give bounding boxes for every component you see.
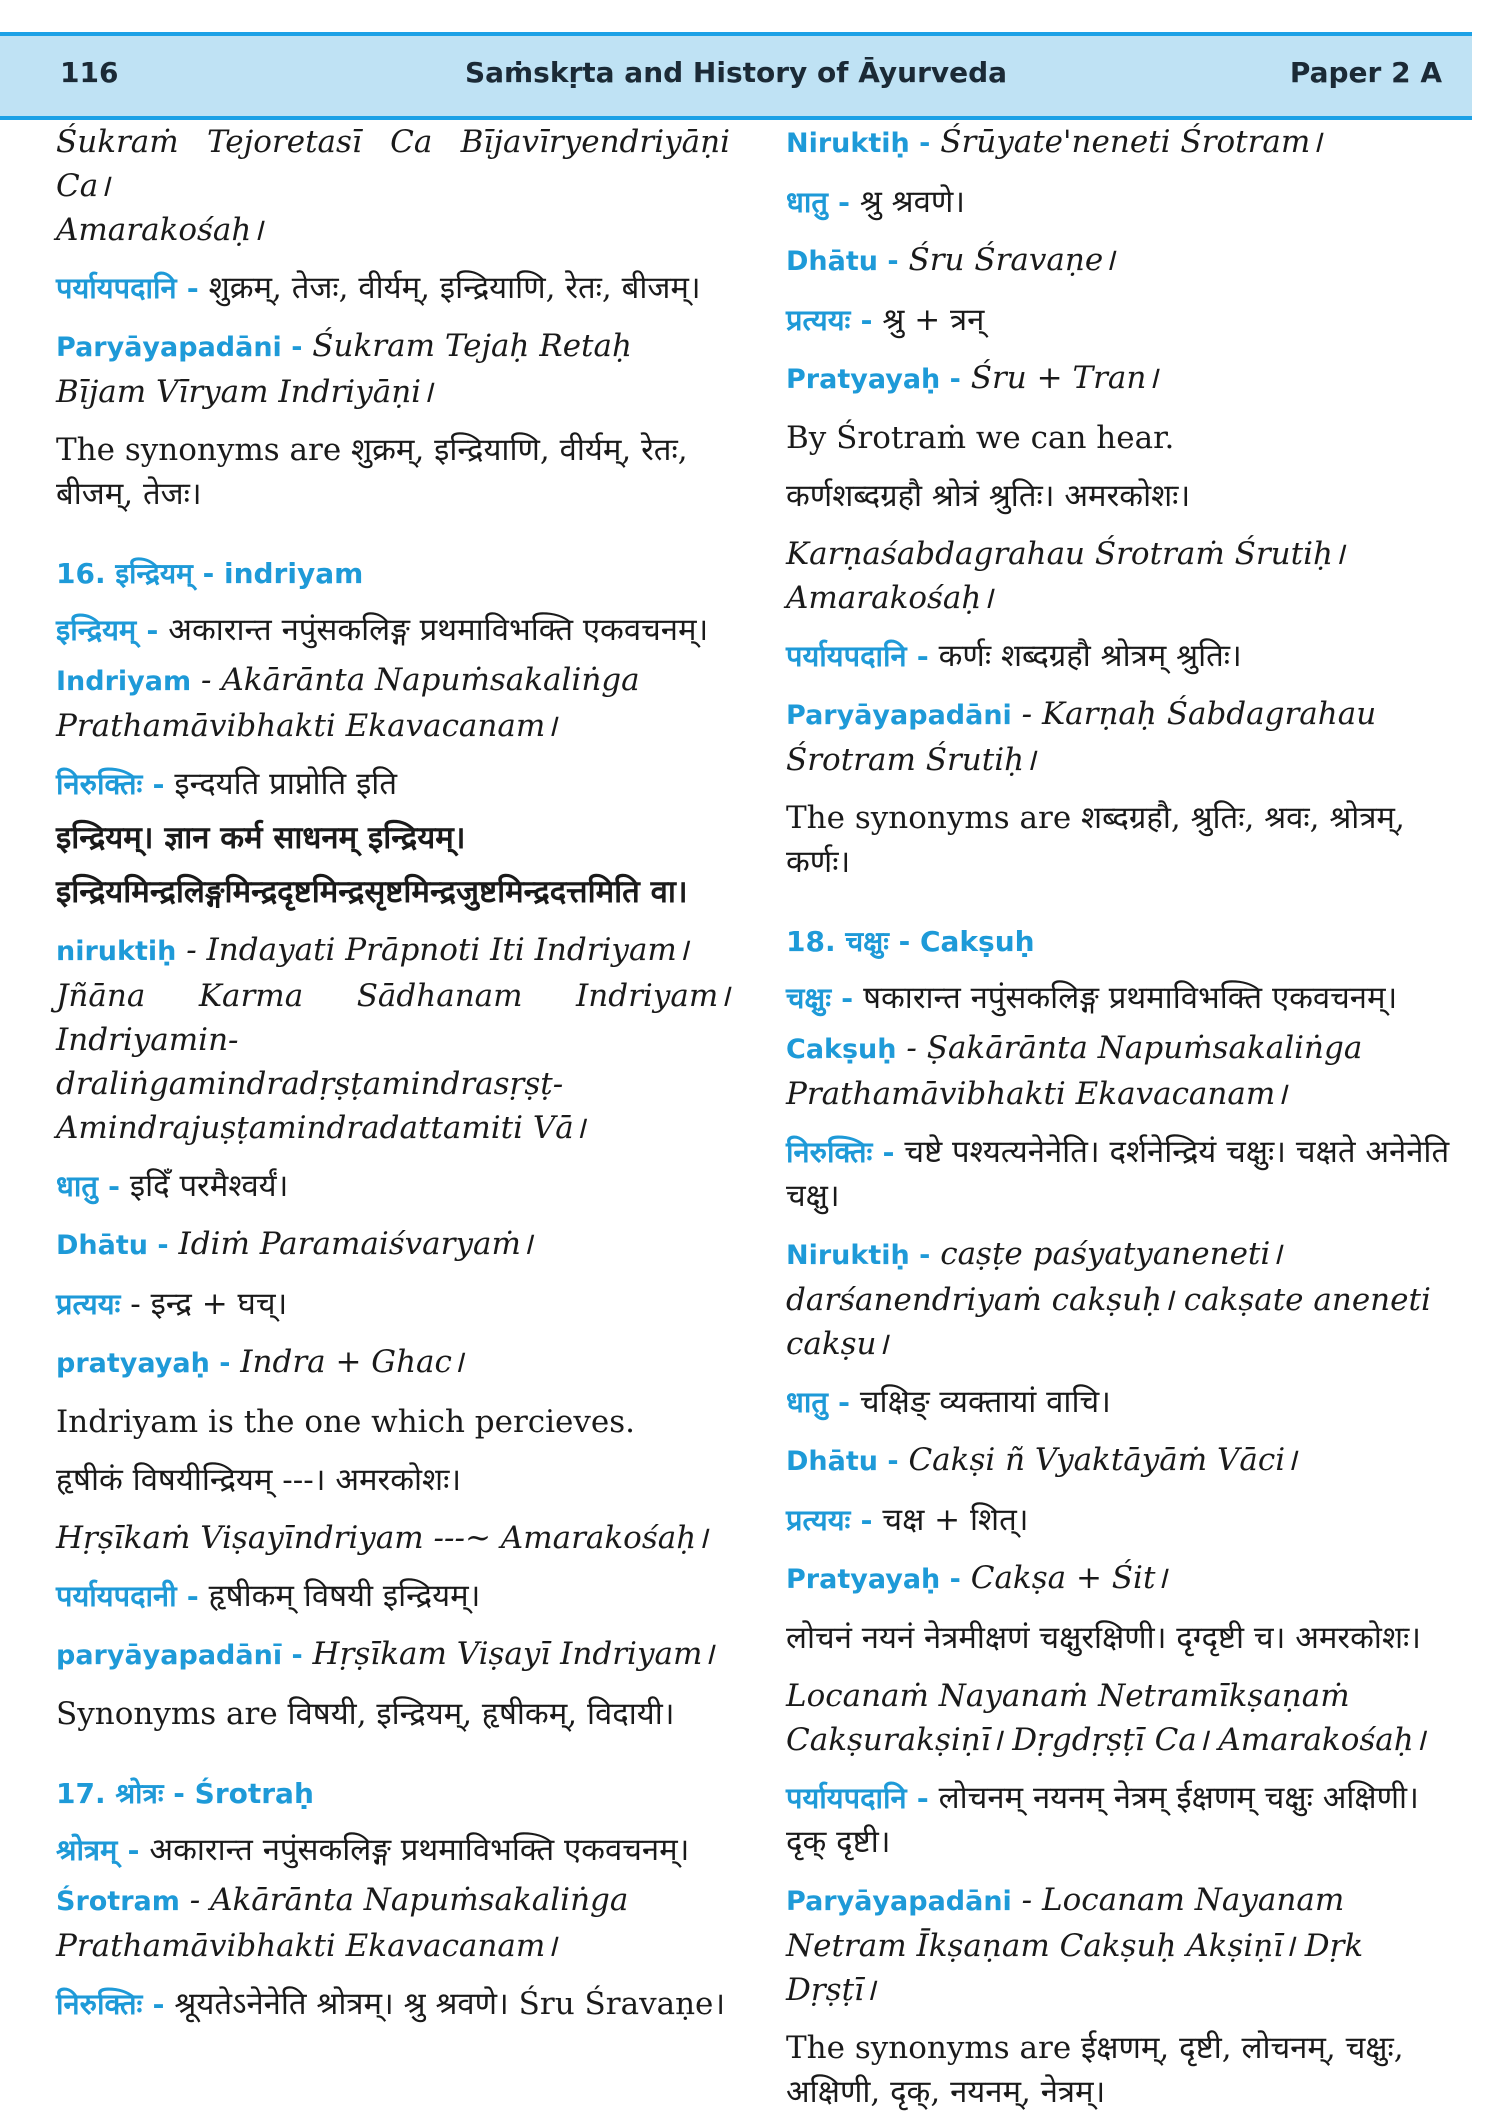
field-label: प्रत्ययः xyxy=(56,1287,121,1321)
field-label: niruktiḥ xyxy=(56,936,177,967)
text-line: Indriyam is the one which percieves. xyxy=(56,1404,636,1440)
paper-label: Paper 2 A xyxy=(1289,56,1442,89)
field-value: शुक्रम्, तेजः, वीर्यम्, इन्द्रियाणि, रेतः, बीजम्। xyxy=(208,270,701,306)
synonyms-line xyxy=(56,1574,730,1618)
text-line: हृषीकं विषयीन्द्रियम् ---। अमरकोशः। xyxy=(56,1462,462,1498)
field-label: Dhātu - xyxy=(786,1446,899,1477)
text-line: Amarakośaḥ। xyxy=(56,212,264,248)
grammar-transliteration xyxy=(56,1878,730,1924)
synonyms-line xyxy=(786,1776,1458,1864)
field-value: Śru + Tran। xyxy=(970,360,1159,396)
nirukti-transliteration xyxy=(56,928,730,974)
pratyaya-transliteration xyxy=(786,356,1458,402)
text-line: Locanaṁ Nayanaṁ Netramīkṣaṇaṁ Cakṣurakṣiṇī। Dṛgdṛṣṭī Ca। Amarakośaḥ। xyxy=(786,1678,1426,1758)
field-value: चक्षिङ् व्यक्तायां वाचि। xyxy=(859,1384,1111,1420)
text-line: Prathamāvibhakti Ekavacanam। xyxy=(56,1928,557,1964)
dhatu-line xyxy=(56,1164,730,1208)
field-label: Paryāyapadāni - xyxy=(56,332,303,363)
synonyms-transliteration xyxy=(786,692,1458,782)
dhatu-line xyxy=(786,180,1458,224)
left-column xyxy=(56,120,730,2040)
field-value: caṣṭe paśyatyaneneti। darśanendriyaṁ cakṣuḥ। cakṣate aneneti cakṣu। xyxy=(786,1236,1431,1362)
pratyaya-transliteration xyxy=(56,1340,730,1386)
nirukti-line xyxy=(56,1982,730,2026)
field-value: अकारान्त नपुंसकलिङ्ग प्रथमाविभक्ति एकवचनम्। xyxy=(149,1832,690,1868)
field-label: निरुक्तिः - xyxy=(786,1135,895,1169)
nirukti-line xyxy=(56,762,730,806)
field-value: - Karṇaḥ Śabdagrahau Śrotram Śrutiḥ। xyxy=(786,696,1377,778)
field-label: धातु - xyxy=(786,1385,851,1419)
text-line: कर्णशब्दग्रहौ श्रोत्रं श्रुतिः। अमरकोशः। xyxy=(786,478,1191,514)
text-line: Karṇaśabdagrahau Śrotraṁ Śrutiḥ। Amarakośaḥ। xyxy=(786,536,1345,616)
text-line: By Śrotraṁ we can hear. xyxy=(786,420,1175,456)
pratyaya-line xyxy=(786,1498,1458,1542)
synonyms-english: The synonyms are शुक्रम्, इन्द्रियाणि, वीर्यम्, रेतः, बीजम्, तेजः। xyxy=(56,432,688,512)
dhatu-line xyxy=(786,1380,1458,1424)
field-label: पर्यायपदानी - xyxy=(56,1579,199,1613)
text-line: Indriyamin- draliṅgamindradṛṣṭamindrasṛṣṭ- xyxy=(56,1022,564,1102)
section-heading-17: 17. श्रोत्रः - Śrotraḥ xyxy=(56,1777,314,1810)
field-value: - इन्द्र + घच्। xyxy=(130,1286,288,1322)
field-value: Śru Śravaṇe। xyxy=(908,242,1115,278)
field-value: षकारान्त नपुंसकलिङ्ग प्रथमाविभक्ति एकवचनम्। xyxy=(863,980,1398,1016)
field-label: Cakṣuḥ xyxy=(786,1034,897,1065)
grammar-line xyxy=(56,608,730,652)
dhatu-transliteration xyxy=(786,238,1458,284)
field-value: श्रूयतेऽनेनेति श्रोत्रम्। श्रु श्रवणे। Śru Śravaṇe। xyxy=(174,1986,726,2022)
field-label: Dhātu - xyxy=(56,1230,169,1261)
field-label: पर्यायपदानि - xyxy=(56,271,199,305)
field-value: लोचनम् नयनम् नेत्रम् ईक्षणम् चक्षुः अक्षिणी। दृक् दृष्टी। xyxy=(786,1780,1419,1860)
text-line: Amindrajuṣṭamindradattamiti Vā। xyxy=(56,1110,586,1146)
field-value: Indra + Ghac। xyxy=(240,1344,464,1380)
dhatu-transliteration xyxy=(786,1438,1458,1484)
field-label: Dhātu - xyxy=(786,246,899,277)
field-label: Pratyayaḥ - xyxy=(786,1564,961,1595)
field-value: श्रु श्रवणे। xyxy=(859,184,966,220)
field-value: - Locanam Nayanam Netram Īkṣaṇam Cakṣuḥ Akṣiṇī। Dṛk Dṛṣṭī। xyxy=(786,1882,1364,2008)
nirukti-line xyxy=(786,1130,1458,1218)
field-label: धातु - xyxy=(56,1169,121,1203)
text-line: Prathamāvibhakti Ekavacanam। xyxy=(786,1076,1287,1112)
field-label: प्रत्ययः - xyxy=(786,303,873,337)
synonyms-english: The synonyms are ईक्षणम्, दृष्टी, लोचनम्, चक्षुः, अक्षिणी, दृक्, नयनम्, नेत्रम्। xyxy=(786,2030,1404,2110)
field-label: Paryāyapadāni xyxy=(786,700,1012,731)
synonyms-line xyxy=(786,634,1458,678)
field-label: निरुक्तिः - xyxy=(56,1987,165,2021)
field-value: Śrūyate'neneti Śrotram। xyxy=(940,124,1323,160)
synonyms-english: Synonyms are विषयी, इन्द्रियम्, हृषीकम्, विदायी। xyxy=(56,1696,675,1732)
field-value: - Indayati Prāpnoti Iti Indriyam। xyxy=(186,932,689,968)
grammar-transliteration xyxy=(786,1026,1458,1072)
page-number: 116 xyxy=(60,56,119,89)
field-label: निरुक्तिः - xyxy=(56,767,165,801)
field-label: pratyayaḥ - xyxy=(56,1348,231,1379)
field-value: श्रु + त्रन् xyxy=(882,302,985,338)
page-header xyxy=(0,32,1472,120)
field-value: अकारान्त नपुंसकलिङ्ग प्रथमाविभक्ति एकवचनम्। xyxy=(168,612,709,648)
field-label: पर्यायपदानि - xyxy=(786,639,929,673)
field-label: श्रोत्रम् - xyxy=(56,1833,140,1867)
field-value: हृषीकम् विषयी इन्द्रियम्। xyxy=(208,1578,481,1614)
nirukti-transliteration xyxy=(786,120,1458,166)
field-value: Cakṣa + Śit। xyxy=(970,1560,1168,1596)
field-value: चष्टे पश्यत्यनेनेति। दर्शनेन्द्रियं चक्षुः। चक्षते अनेनेति चक्षु। xyxy=(786,1134,1450,1214)
field-label: Niruktiḥ - xyxy=(786,1240,931,1271)
text-line: Śukraṁ Tejoretasī Ca Bījavīryendriyāṇi Ca। xyxy=(56,124,730,204)
grammar-line xyxy=(56,1828,730,1872)
field-label: Paryāyapadāni xyxy=(786,1886,1012,1917)
synonyms-transliteration xyxy=(786,1878,1458,2012)
field-value: - Ṣakārānta Napuṁsakaliṅga xyxy=(906,1030,1363,1066)
pratyaya-line xyxy=(56,1282,730,1326)
synonyms-line xyxy=(56,266,730,310)
nirukti-transliteration xyxy=(786,1232,1458,1366)
bold-line: इन्द्रियमिन्द्रलिङ्गमिन्द्रदृष्टमिन्द्रसृष्टमिन्द्रजुष्टमिन्द्रदत्तमिति वा। xyxy=(56,874,688,910)
field-value: - Akārānta Napuṁsakaliṅga xyxy=(200,662,640,698)
field-value: चक्ष + शित्। xyxy=(882,1502,1029,1538)
field-label: Niruktiḥ - xyxy=(786,128,931,159)
field-label: इन्द्रियम् - xyxy=(56,613,159,647)
field-label: paryāyapadānī - xyxy=(56,1640,303,1671)
field-label: Pratyayaḥ - xyxy=(786,364,961,395)
field-label: धातु - xyxy=(786,185,851,219)
field-label: पर्यायपदानि - xyxy=(786,1781,929,1815)
field-value: Idiṁ Paramaiśvaryaṁ। xyxy=(178,1226,533,1262)
grammar-line xyxy=(786,976,1458,1020)
field-value: इदिँ परमैश्वर्यं। xyxy=(129,1168,289,1204)
bold-line: इन्द्रियम्। ज्ञान कर्म साधनम् इन्द्रियम्। xyxy=(56,820,466,856)
field-value: कर्णः शब्दग्रहौ श्रोत्रम् श्रुतिः। xyxy=(938,638,1242,674)
field-label: प्रत्ययः - xyxy=(786,1503,873,1537)
dhatu-transliteration xyxy=(56,1222,730,1268)
pratyaya-line xyxy=(786,298,1458,342)
field-value: Cakṣi ñ Vyaktāyāṁ Vāci। xyxy=(908,1442,1297,1478)
text-line: Hṛṣīkaṁ Viṣayīndriyam ---~ Amarakośaḥ। xyxy=(56,1520,708,1556)
running-title: Saṁskṛta and History of Āyurveda xyxy=(464,56,1008,89)
synonyms-transliteration xyxy=(56,324,730,414)
field-label: Indriyam xyxy=(56,666,192,697)
synonyms-transliteration xyxy=(56,1632,730,1678)
grammar-transliteration xyxy=(56,658,730,704)
field-label: Śrotram xyxy=(56,1886,180,1917)
section-heading-18: 18. चक्षुः - Cakṣuḥ xyxy=(786,925,1035,958)
field-value: इन्दयति प्राप्नोति इति xyxy=(174,766,397,802)
field-value: Śukram Tejaḥ Retaḥ Bījam Vīryam Indriyāṇi। xyxy=(56,328,632,410)
field-value: Hṛṣīkam Viṣayī Indriyam। xyxy=(312,1636,715,1672)
right-column xyxy=(786,120,1458,2128)
text-line: Prathamāvibhakti Ekavacanam। xyxy=(56,708,557,744)
pratyaya-transliteration xyxy=(786,1556,1458,1602)
section-heading-16: 16. इन्द्रियम् - indriyam xyxy=(56,557,364,590)
field-label: चक्षुः - xyxy=(786,981,854,1015)
field-value: - Akārānta Napuṁsakaliṅga xyxy=(189,1882,629,1918)
text-line: लोचनं नयनं नेत्रमीक्षणं चक्षुरक्षिणी। दृग्दृष्टी च। अमरकोशः। xyxy=(786,1620,1422,1656)
text-line: Jñāna Karma Sādhanam Indriyam। xyxy=(56,978,730,1014)
synonyms-english: The synonyms are शब्दग्रहौ, श्रुतिः, श्रवः, श्रोत्रम्, कर्णः। xyxy=(786,800,1405,880)
